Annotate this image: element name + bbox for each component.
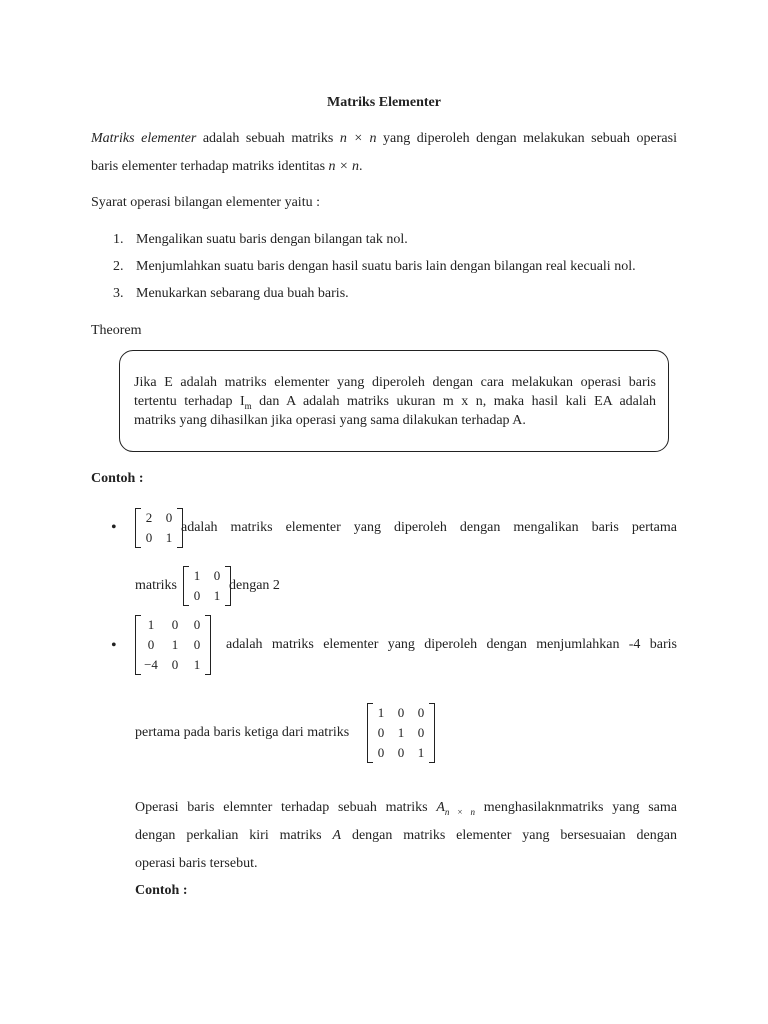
matrix-cell: 1: [171, 637, 179, 652]
theorem-subscript: m: [244, 400, 252, 411]
intro-text-2: yang diperoleh dengan melakukan sebuah operasi: [376, 131, 677, 146]
ex2-text: adalah matriks elementer yang diperoleh dengan menjumlahkan -4 baris: [226, 637, 677, 652]
list-item: [113, 232, 408, 248]
matrix-cell: 1: [377, 705, 385, 720]
bullet-icon: •: [111, 519, 117, 536]
theorem-line-2: [134, 394, 656, 411]
list-number: 2.: [113, 259, 124, 274]
matrix-cell: 2: [145, 510, 153, 525]
ex1-text: adalah matriks elementer yang diperoleh dengan mengalikan baris pertama: [181, 520, 677, 535]
matrix-cell: 1: [213, 588, 221, 603]
ex1-post: dengan 2: [229, 578, 280, 593]
document-title: Matriks Elementer: [327, 95, 441, 110]
para-line-1: [135, 800, 677, 817]
matrix-cell: 1: [147, 617, 155, 632]
matrix-cell: 0: [171, 617, 179, 632]
matrix-e1: [135, 508, 183, 548]
matrix-cell: 0: [145, 530, 153, 545]
matrix-cell: 0: [193, 637, 201, 652]
intro-line-2-text: baris elementer terhadap matriks identitas: [91, 159, 329, 174]
list-text: Mengalikan suatu baris dengan bilangan tak nol.: [136, 232, 408, 247]
intro-nxn: n × n: [339, 131, 377, 146]
matrix-cell: 1: [193, 568, 201, 583]
list-number: 1.: [113, 232, 124, 247]
matrix-cell: 0: [193, 588, 201, 603]
matrix-cell: 0: [377, 725, 385, 740]
matrix-cell: −4: [144, 657, 158, 672]
theorem-line-1: Jika E adalah matriks elementer yang diperoleh dengan cara melakukan operasi baris: [134, 375, 656, 390]
ex1-pre: matriks: [135, 578, 177, 593]
para-text-2: menghasilaknmatriks yang sama: [475, 800, 678, 815]
list-item: [113, 286, 349, 302]
matrix-cell: 1: [193, 657, 201, 672]
matrix-cell: 1: [165, 530, 173, 545]
para-text-2: dengan matriks elementer yang bersesuaian dengan: [341, 828, 677, 843]
list-number: 3.: [113, 286, 124, 301]
theorem-line-3: matriks yang dihasilkan jika operasi yang sama dilakukan terhadap A.: [134, 413, 526, 428]
matrix-cell: 0: [397, 745, 405, 760]
intro-line-2: [91, 159, 362, 175]
matrix-cell: 0: [397, 705, 405, 720]
matrix-cell: 0: [147, 637, 155, 652]
theorem-label: Theorem: [91, 323, 142, 338]
matrix-symbol-a: A: [332, 828, 342, 843]
intro-line-2-nxn: n × n: [328, 159, 359, 174]
matrix-symbol-a: A: [436, 800, 445, 815]
intro-line-1: [91, 131, 677, 147]
matrix-identity-3: [367, 703, 435, 763]
matrix-subscript: n × n: [444, 806, 475, 817]
matrix-identity-2: [183, 566, 231, 606]
list-text: Menukarkan sebarang dua buah baris.: [136, 286, 349, 301]
para-line-3: operasi baris tersebut.: [135, 856, 258, 871]
matrix-cell: 0: [377, 745, 385, 760]
ex2-pre: pertama pada baris ketiga dari matriks: [135, 725, 350, 740]
para-text: Operasi baris elemnter terhadap sebuah matriks: [135, 800, 437, 815]
matrix-cell: 0: [213, 568, 221, 583]
matrix-cell: 0: [171, 657, 179, 672]
matrix-cell: 0: [417, 705, 425, 720]
contoh-heading-2: Contoh :: [135, 883, 188, 898]
syarat-text: Syarat operasi bilangan elementer yaitu :: [91, 195, 320, 210]
matrix-cell: 0: [417, 725, 425, 740]
matrix-cell: 1: [397, 725, 405, 740]
contoh-heading: Contoh :: [91, 471, 144, 486]
matrix-cell: 1: [417, 745, 425, 760]
list-text: Menjumlahkan suatu baris dengan hasil suatu baris lain dengan bilangan real kecuali nol.: [136, 259, 636, 274]
list-item: [113, 259, 636, 275]
bullet-icon: •: [111, 637, 117, 654]
intro-text: adalah sebuah matriks: [196, 131, 340, 146]
para-line-2: [135, 828, 677, 844]
intro-line-2-end: .: [358, 159, 363, 174]
matrix-cell: 0: [193, 617, 201, 632]
para-text: dengan perkalian kiri matriks: [135, 828, 333, 843]
matrix-cell: 0: [165, 510, 173, 525]
theorem-line-2b: dan A adalah matriks ukuran m x n, maka hasil kali EA adalah: [251, 394, 656, 409]
term-matriks-elementer: Matriks elementer: [91, 131, 197, 146]
matrix-e2: [135, 615, 211, 675]
theorem-line-2a: tertentu terhadap I: [134, 394, 245, 409]
